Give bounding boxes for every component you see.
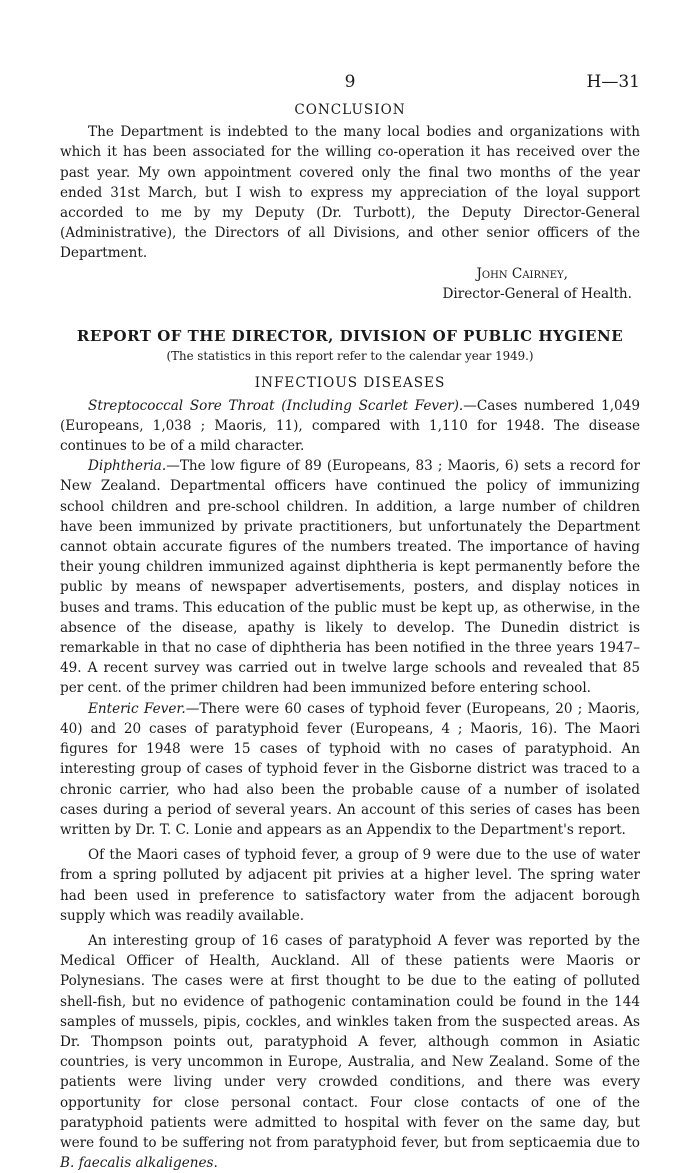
report-subtitle: (The statistics in this report refer to the calendar year 1949.): [166, 349, 534, 364]
report-title: REPORT OF THE DIRECTOR, DIVISION OF PUBLIC HYGIENE: [76, 327, 624, 346]
streptococcal-text: —Cases numbered 1,049 (Europeans, 1,038 ; Maoris, 11), compared with 1,110 for 1948. The disease continues to be of a mild character.: [60, 397, 641, 455]
conclusion-paragraph: The Department is indebted to the many local bodies and organizations with which it has been associated for the willing co-operation it has received over the past year. My own appointment covered only the final two months of the year ended 31st March, but I wish to express my appreciation of the loyal support accorded to me by my Deputy (Dr. Turbott), the Deputy Director-General (Administrative), the Directors of all Divisions, and other senior officers of the Department.: [60, 124, 640, 262]
maori-typhoid-paragraph: Of the Maori cases of typhoid fever, a group of 9 were due to the use of water from a spring polluted by adjacent pit privies at a higher level. The spring water had been used in preference to satisfactory water from the adjacent borough supply which was readily available.: [60, 847, 640, 924]
signature-title: Director-General of Health.: [442, 285, 632, 302]
enteric-paragraph: [60, 699, 640, 840]
paratyphoid-text: An interesting group of 16 cases of paratyphoid A fever was reported by the Medical Officer of Health, Auckland. All of these patients were Maoris or Polynesians. The cases were at first thought to be due to the eating of polluted shell-fish, but no evidence of pathogenic contamination could be found in the 144 samples of mussels, pipis, cockles, and winkles taken from the suspected areas. As Dr. Thompson points out, paratyphoid A fever, although common in Asiatic countries, is very uncommon in Europe, Australia, and New Zealand. Some of the patients were living under very crowded conditions, and there was every opportunity for close personal contact. Four close contacts of one of the paratyphoid patients were admitted to hospital with fever on the same day, but were found to be suffering not from paratyphoid fever, but from septicaemia due to: [60, 932, 640, 1151]
infectious-diseases-heading: INFECTIOUS DISEASES: [254, 375, 446, 392]
enteric-lead: Enteric Fever.: [88, 700, 186, 717]
signature-block: [60, 264, 640, 304]
paratyphoid-organism: B. faecalis alkaligenes: [60, 1155, 214, 1172]
diphtheria-text: —The low figure of 89 (Europeans, 83 ; Maoris, 6) sets a record for New Zealand. Departmental officers have continued the policy of immunizing school children and pre-school children. In addition, a large number of children have been immunized by private practitioners, but unfortunately the Department cannot obtain accurate figures of the numbers treated. The importance of having their young children immunized against diphtheria is kept permanently before the public by means of newspaper advertisements, posters, and display notices in buses and trams. This education of the public must be kept up, as otherwise, in the absence of the disease, apathy is likely to develop. The Dunedin district is remarkable in that no case of diphtheria has been notified in the three years 1947–49. A recent survey was carried out in twelve large schools and revealed that 85 per cent. of the primer children had been immunized before entering school.: [60, 458, 640, 697]
page-header: [60, 72, 640, 94]
enteric-text: —There were 60 cases of typhoid fever (Europeans, 20 ; Maoris, 40) and 20 cases of paratyphoid fever (Europeans, 4 ; Maoris, 16). The Maori figures for 1948 were 15 cases of typhoid with no cases of paratyphoid. An interesting group of cases of typhoid fever in the Gisborne district was traced to a chronic carrier, who had also been the probable cause of a number of isolated cases during a period of several years. An account of this series of cases has been written by Dr. T. C. Lonie and appears as an Appendix to the Department's report.: [60, 700, 640, 838]
paratyphoid-paragraph: [60, 931, 640, 1173]
document-code: H—31: [586, 72, 640, 92]
streptococcal-paragraph: [60, 396, 640, 457]
paratyphoid-end: .: [213, 1155, 218, 1172]
page-number: 9: [344, 72, 356, 92]
conclusion-heading: CONCLUSION: [294, 102, 406, 118]
streptococcal-lead: Streptococcal Sore Throat (Including Scarlet Fever).: [88, 397, 464, 414]
page-content: [60, 100, 640, 1173]
diphtheria-paragraph: [60, 456, 640, 698]
signature-name: John Cairney,: [476, 265, 568, 282]
diphtheria-lead: Diphtheria.: [88, 458, 167, 475]
